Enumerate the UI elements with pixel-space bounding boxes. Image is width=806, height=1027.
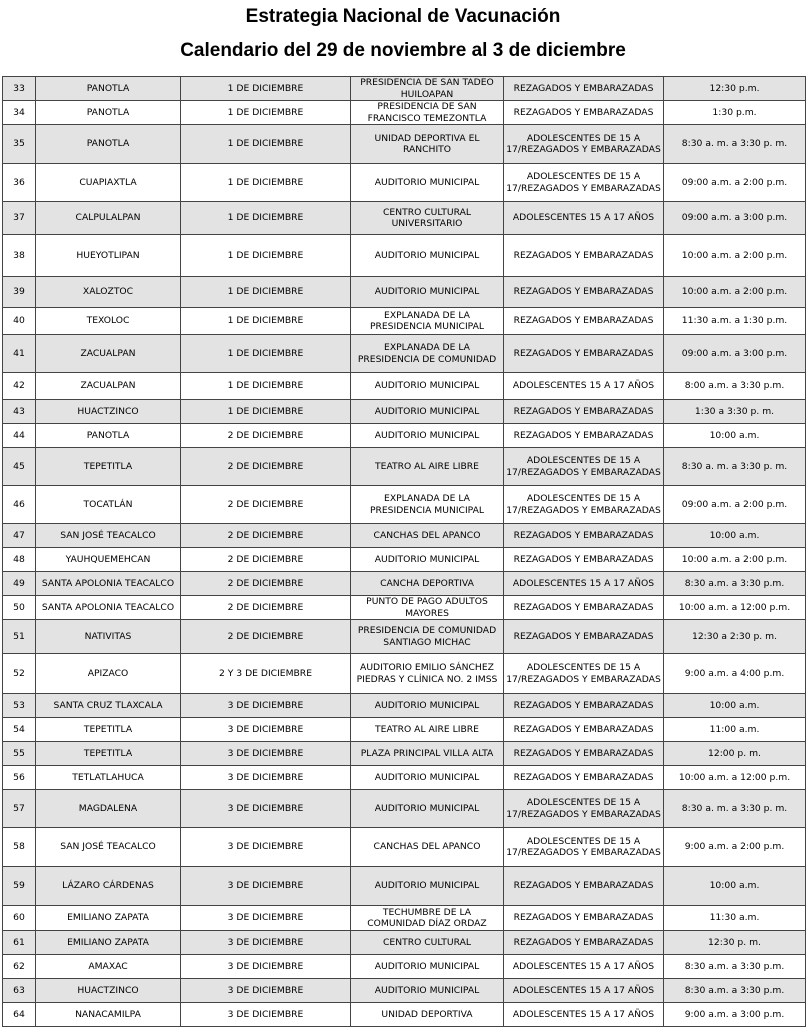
row-venue: UNIDAD DEPORTIVA [351,1003,504,1027]
row-municipality: EMILIANO ZAPATA [36,906,181,931]
row-number: 45 [3,448,36,486]
row-schedule: 10:00 a.m. a 2:00 p.m. [664,277,806,308]
row-target-group: ADOLESCENTES 15 A 17 AÑOS [504,1003,664,1027]
row-number: 58 [3,828,36,867]
row-venue: PUNTO DE PAGO ADULTOS MAYORES [351,596,504,620]
row-municipality: APIZACO [36,654,181,694]
row-date: 2 DE DICIEMBRE [181,424,351,448]
row-venue: AUDITORIO MUNICIPAL [351,548,504,572]
table-row [3,931,806,955]
row-date: 1 DE DICIEMBRE [181,202,351,235]
row-target-group: REZAGADOS Y EMBARAZADAS [504,718,664,742]
row-number: 61 [3,931,36,955]
row-target-group: REZAGADOS Y EMBARAZADAS [504,766,664,790]
row-venue: CANCHAS DEL APANCO [351,828,504,867]
row-number: 48 [3,548,36,572]
row-municipality: LÁZARO CÁRDENAS [36,867,181,906]
row-date: 2 DE DICIEMBRE [181,448,351,486]
row-target-group: ADOLESCENTES DE 15 A 17/REZAGADOS Y EMBARAZADAS [504,125,664,164]
row-municipality: TEPETITLA [36,718,181,742]
table-row [3,790,806,828]
row-municipality: PANOTLA [36,125,181,164]
row-date: 3 DE DICIEMBRE [181,718,351,742]
row-municipality: CALPULALPAN [36,202,181,235]
table-row [3,164,806,202]
row-target-group: REZAGADOS Y EMBARAZADAS [504,548,664,572]
row-date: 1 DE DICIEMBRE [181,373,351,400]
row-target-group: REZAGADOS Y EMBARAZADAS [504,867,664,906]
row-number: 50 [3,596,36,620]
row-schedule: 09:00 a.m. a 3:00 p.m. [664,202,806,235]
row-number: 35 [3,125,36,164]
row-schedule: 10:00 a.m. [664,694,806,718]
row-schedule: 1:30 a 3:30 p. m. [664,400,806,424]
row-venue: UNIDAD DEPORTIVA EL RANCHITO [351,125,504,164]
row-date: 1 DE DICIEMBRE [181,101,351,125]
row-schedule: 12:30 a 2:30 p. m. [664,620,806,654]
row-schedule: 1:30 p.m. [664,101,806,125]
row-venue: AUDITORIO MUNICIPAL [351,400,504,424]
table-row [3,335,806,373]
row-number: 34 [3,101,36,125]
row-schedule: 10:00 a.m. [664,524,806,548]
row-date: 1 DE DICIEMBRE [181,77,351,101]
table-row [3,979,806,1003]
row-schedule: 8:30 a. m. a 3:30 p. m. [664,790,806,828]
table-row [3,694,806,718]
row-venue: AUDITORIO MUNICIPAL [351,424,504,448]
row-schedule: 8:30 a. m. a 3:30 p. m. [664,125,806,164]
row-schedule: 10:00 a.m. a 12:00 p.m. [664,596,806,620]
row-number: 46 [3,486,36,524]
row-number: 59 [3,867,36,906]
row-target-group: ADOLESCENTES 15 A 17 AÑOS [504,572,664,596]
table-row [3,202,806,235]
schedule-table-body [3,77,806,1027]
row-target-group: REZAGADOS Y EMBARAZADAS [504,235,664,277]
row-municipality: TETLATLAHUCA [36,766,181,790]
row-municipality: NATIVITAS [36,620,181,654]
row-municipality: HUEYOTLIPAN [36,235,181,277]
row-target-group: REZAGADOS Y EMBARAZADAS [504,742,664,766]
table-row [3,486,806,524]
table-row [3,235,806,277]
row-date: 3 DE DICIEMBRE [181,955,351,979]
row-venue: PRESIDENCIA DE COMUNIDAD SANTIAGO MICHAC [351,620,504,654]
row-target-group: ADOLESCENTES DE 15 A 17/REZAGADOS Y EMBARAZADAS [504,654,664,694]
row-municipality: SAN JOSÉ TEACALCO [36,524,181,548]
row-date: 2 DE DICIEMBRE [181,548,351,572]
row-schedule: 9:00 a.m. a 4:00 p.m. [664,654,806,694]
row-date: 2 DE DICIEMBRE [181,572,351,596]
row-date: 1 DE DICIEMBRE [181,235,351,277]
row-target-group: ADOLESCENTES DE 15 A 17/REZAGADOS Y EMBARAZADAS [504,828,664,867]
row-date: 1 DE DICIEMBRE [181,164,351,202]
table-row [3,620,806,654]
row-target-group: ADOLESCENTES 15 A 17 AÑOS [504,373,664,400]
row-target-group: REZAGADOS Y EMBARAZADAS [504,308,664,335]
row-schedule: 09:00 a.m. a 2:00 p.m. [664,164,806,202]
row-schedule: 8:30 a. m. a 3:30 p. m. [664,448,806,486]
row-municipality: HUACTZINCO [36,979,181,1003]
row-municipality: SANTA APOLONIA TEACALCO [36,572,181,596]
row-target-group: REZAGADOS Y EMBARAZADAS [504,77,664,101]
row-schedule: 10:00 a.m. [664,867,806,906]
row-date: 3 DE DICIEMBRE [181,694,351,718]
row-venue: TEATRO AL AIRE LIBRE [351,448,504,486]
row-date: 2 DE DICIEMBRE [181,620,351,654]
table-row [3,400,806,424]
row-venue: PRESIDENCIA DE SAN TADEO HUILOAPAN [351,77,504,101]
row-venue: EXPLANADA DE LA PRESIDENCIA MUNICIPAL [351,308,504,335]
row-municipality: ZACUALPAN [36,373,181,400]
row-municipality: ZACUALPAN [36,335,181,373]
row-schedule: 10:00 a.m. a 2:00 p.m. [664,235,806,277]
row-date: 3 DE DICIEMBRE [181,766,351,790]
row-target-group: ADOLESCENTES DE 15 A 17/REZAGADOS Y EMBARAZADAS [504,486,664,524]
row-schedule: 10:00 a.m. [664,424,806,448]
row-venue: PRESIDENCIA DE SAN FRANCISCO TEMEZONTLA [351,101,504,125]
row-schedule: 9:00 a.m. a 3:00 p.m. [664,1003,806,1027]
table-row [3,277,806,308]
row-number: 40 [3,308,36,335]
row-number: 60 [3,906,36,931]
table-row [3,718,806,742]
row-date: 1 DE DICIEMBRE [181,335,351,373]
table-row [3,596,806,620]
row-target-group: REZAGADOS Y EMBARAZADAS [504,596,664,620]
row-target-group: REZAGADOS Y EMBARAZADAS [504,906,664,931]
row-number: 41 [3,335,36,373]
row-target-group: ADOLESCENTES 15 A 17 AÑOS [504,955,664,979]
row-schedule: 8:30 a.m. a 3:30 p.m. [664,572,806,596]
table-row [3,101,806,125]
row-municipality: SANTA CRUZ TLAXCALA [36,694,181,718]
document-title: Estrategia Nacional de Vacunación [245,6,561,27]
vaccination-schedule-table [2,76,806,1027]
row-venue: PLAZA PRINCIPAL VILLA ALTA [351,742,504,766]
row-number: 62 [3,955,36,979]
row-venue: AUDITORIO MUNICIPAL [351,979,504,1003]
row-venue: AUDITORIO MUNICIPAL [351,277,504,308]
row-number: 54 [3,718,36,742]
row-municipality: PANOTLA [36,101,181,125]
row-venue: AUDITORIO MUNICIPAL [351,235,504,277]
row-schedule: 9:00 a.m. a 2:00 p.m. [664,828,806,867]
row-number: 63 [3,979,36,1003]
row-schedule: 8:00 a.m. a 3:30 p.m. [664,373,806,400]
table-row [3,906,806,931]
table-row [3,654,806,694]
row-municipality: TEPETITLA [36,448,181,486]
row-number: 44 [3,424,36,448]
table-row [3,955,806,979]
row-venue: CENTRO CULTURAL UNIVERSITARIO [351,202,504,235]
row-target-group: ADOLESCENTES DE 15 A 17/REZAGADOS Y EMBARAZADAS [504,164,664,202]
row-date: 3 DE DICIEMBRE [181,931,351,955]
row-date: 3 DE DICIEMBRE [181,790,351,828]
table-row [3,828,806,867]
row-date: 3 DE DICIEMBRE [181,867,351,906]
row-number: 55 [3,742,36,766]
row-municipality: TOCATLÁN [36,486,181,524]
row-target-group: REZAGADOS Y EMBARAZADAS [504,424,664,448]
row-municipality: AMAXAC [36,955,181,979]
row-venue: AUDITORIO MUNICIPAL [351,955,504,979]
row-municipality: YAUHQUEMEHCAN [36,548,181,572]
row-schedule: 11:30 a.m. [664,906,806,931]
table-row [3,766,806,790]
row-number: 52 [3,654,36,694]
row-target-group: REZAGADOS Y EMBARAZADAS [504,694,664,718]
row-date: 3 DE DICIEMBRE [181,828,351,867]
row-venue: CANCHAS DEL APANCO [351,524,504,548]
row-schedule: 10:00 a.m. a 12:00 p.m. [664,766,806,790]
row-number: 57 [3,790,36,828]
row-municipality: MAGDALENA [36,790,181,828]
row-target-group: REZAGADOS Y EMBARAZADAS [504,335,664,373]
row-municipality: HUACTZINCO [36,400,181,424]
table-row [3,308,806,335]
row-venue: AUDITORIO MUNICIPAL [351,694,504,718]
row-target-group: REZAGADOS Y EMBARAZADAS [504,931,664,955]
document-subtitle: Calendario del 29 de noviembre al 3 de diciembre [180,40,626,61]
row-venue: CANCHA DEPORTIVA [351,572,504,596]
row-date: 2 Y 3 DE DICIEMBRE [181,654,351,694]
row-number: 39 [3,277,36,308]
table-row [3,373,806,400]
row-schedule: 8:30 a.m. a 3:30 p.m. [664,955,806,979]
row-number: 36 [3,164,36,202]
row-schedule: 11:30 a.m. a 1:30 p.m. [664,308,806,335]
row-date: 1 DE DICIEMBRE [181,308,351,335]
row-municipality: CUAPIAXTLA [36,164,181,202]
row-date: 2 DE DICIEMBRE [181,486,351,524]
row-date: 3 DE DICIEMBRE [181,906,351,931]
row-target-group: REZAGADOS Y EMBARAZADAS [504,400,664,424]
row-target-group: REZAGADOS Y EMBARAZADAS [504,620,664,654]
row-date: 2 DE DICIEMBRE [181,524,351,548]
row-number: 43 [3,400,36,424]
row-municipality: XALOZTOC [36,277,181,308]
row-number: 56 [3,766,36,790]
row-venue: AUDITORIO EMILIO SÁNCHEZ PIEDRAS Y CLÍNICA NO. 2 IMSS [351,654,504,694]
row-target-group: REZAGADOS Y EMBARAZADAS [504,101,664,125]
row-schedule: 09:00 a.m. a 2:00 p.m. [664,486,806,524]
row-number: 47 [3,524,36,548]
row-number: 49 [3,572,36,596]
table-row [3,448,806,486]
row-venue: TECHUMBRE DE LA COMUNIDAD DÍAZ ORDAZ [351,906,504,931]
row-venue: AUDITORIO MUNICIPAL [351,373,504,400]
row-venue: EXPLANADA DE LA PRESIDENCIA MUNICIPAL [351,486,504,524]
row-number: 33 [3,77,36,101]
row-municipality: TEXOLOC [36,308,181,335]
row-schedule: 12:30 p. m. [664,931,806,955]
table-row [3,742,806,766]
row-number: 53 [3,694,36,718]
row-venue: AUDITORIO MUNICIPAL [351,867,504,906]
row-number: 64 [3,1003,36,1027]
row-schedule: 11:00 a.m. [664,718,806,742]
row-target-group: REZAGADOS Y EMBARAZADAS [504,524,664,548]
row-municipality: NANACAMILPA [36,1003,181,1027]
row-number: 42 [3,373,36,400]
row-schedule: 8:30 a.m. a 3:30 p.m. [664,979,806,1003]
row-date: 3 DE DICIEMBRE [181,1003,351,1027]
row-municipality: SANTA APOLONIA TEACALCO [36,596,181,620]
table-row [3,1003,806,1027]
row-venue: CENTRO CULTURAL [351,931,504,955]
row-schedule: 12:00 p. m. [664,742,806,766]
row-number: 38 [3,235,36,277]
row-date: 2 DE DICIEMBRE [181,596,351,620]
row-schedule: 09:00 a.m. a 3:00 p.m. [664,335,806,373]
row-date: 1 DE DICIEMBRE [181,125,351,164]
row-target-group: REZAGADOS Y EMBARAZADAS [504,277,664,308]
row-target-group: ADOLESCENTES DE 15 A 17/REZAGADOS Y EMBARAZADAS [504,790,664,828]
table-row [3,77,806,101]
row-number: 37 [3,202,36,235]
row-target-group: ADOLESCENTES 15 A 17 AÑOS [504,979,664,1003]
row-municipality: PANOTLA [36,424,181,448]
row-date: 1 DE DICIEMBRE [181,277,351,308]
table-row [3,125,806,164]
row-municipality: EMILIANO ZAPATA [36,931,181,955]
row-municipality: SAN JOSÉ TEACALCO [36,828,181,867]
row-venue: TEATRO AL AIRE LIBRE [351,718,504,742]
row-target-group: ADOLESCENTES DE 15 A 17/REZAGADOS Y EMBARAZADAS [504,448,664,486]
row-date: 1 DE DICIEMBRE [181,400,351,424]
row-date: 3 DE DICIEMBRE [181,979,351,1003]
table-row [3,572,806,596]
table-row [3,548,806,572]
row-venue: EXPLANADA DE LA PRESIDENCIA DE COMUNIDAD [351,335,504,373]
row-date: 3 DE DICIEMBRE [181,742,351,766]
row-schedule: 10:00 a.m. a 2:00 p.m. [664,548,806,572]
row-schedule: 12:30 p.m. [664,77,806,101]
row-venue: AUDITORIO MUNICIPAL [351,164,504,202]
table-row [3,424,806,448]
row-municipality: TEPETITLA [36,742,181,766]
row-venue: AUDITORIO MUNICIPAL [351,766,504,790]
row-target-group: ADOLESCENTES 15 A 17 AÑOS [504,202,664,235]
table-row [3,524,806,548]
row-venue: AUDITORIO MUNICIPAL [351,790,504,828]
row-municipality: PANOTLA [36,77,181,101]
table-row [3,867,806,906]
row-number: 51 [3,620,36,654]
